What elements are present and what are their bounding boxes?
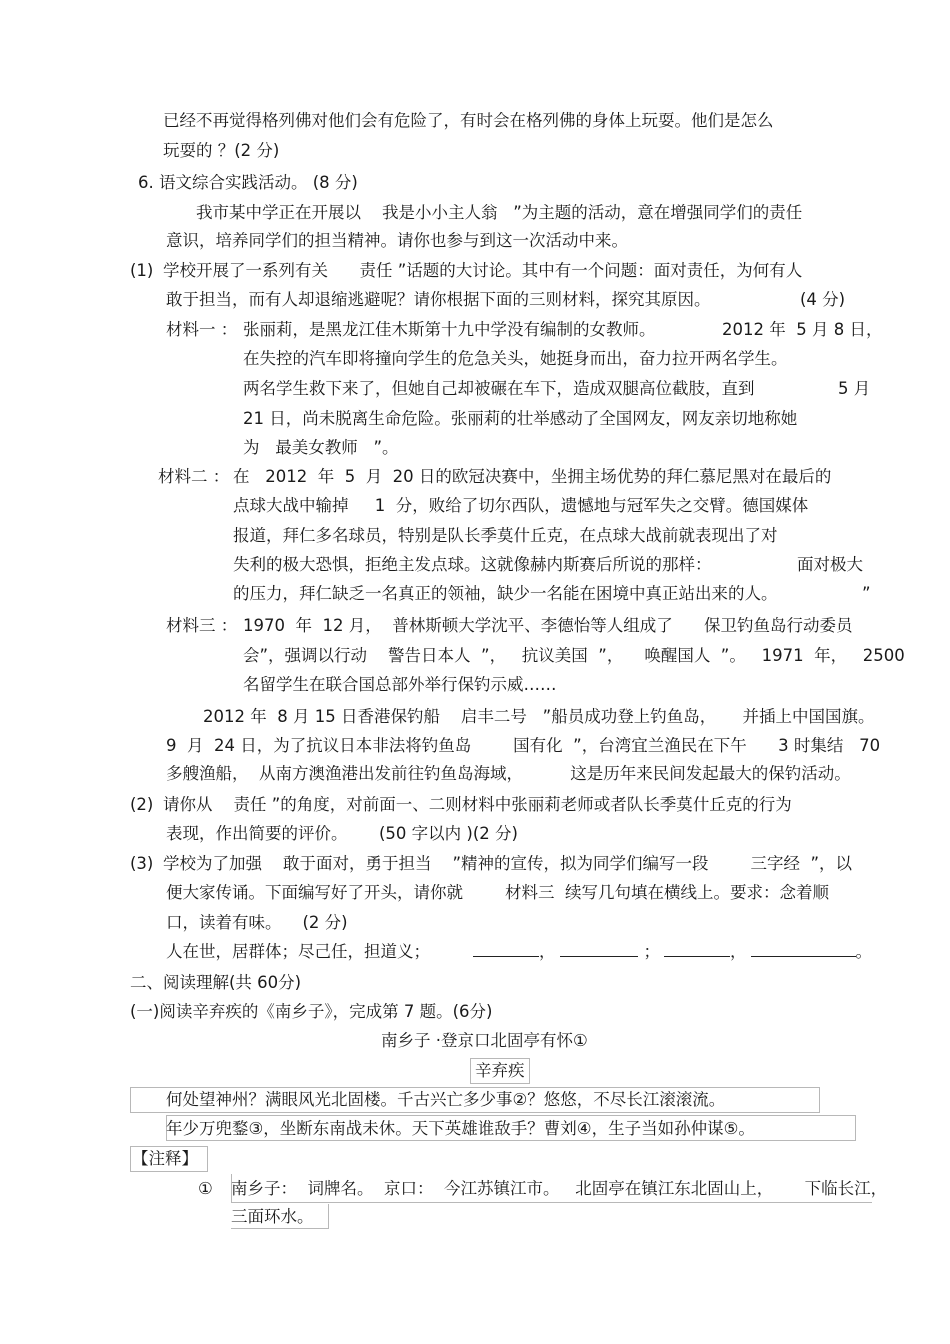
poem-line-1: 何处望神州？满眼风光北固楼。千古兴亡多少事②？悠悠，不尽长江滚滚流。 xyxy=(166,1090,726,1109)
fill-in-prompt: 人在世，居群体；尽己任，担道义； xyxy=(166,942,430,961)
notes-label: 【注释】 xyxy=(132,1149,198,1168)
material-2-line-1: 在 2012 年 5 月 20 日的欧冠决赛中，坐拥主场优势的拜仁慕尼黑对在最后的 xyxy=(233,467,832,486)
part-3-number: (3) xyxy=(130,854,154,873)
material-1-line-3-end: 5 月 xyxy=(838,379,871,398)
material-1-line-2: 在失控的汽车即将撞向学生的危急关头，她挺身而出，奋力拉开两名学生。 xyxy=(243,349,788,368)
material-1-date: 2012 年 5 月 8 日， xyxy=(722,320,883,339)
material-2-line-2: 点球大战中输掉 1 分，败给了切尔西队，遗憾地与冠军失之交臂。德国媒体 xyxy=(233,496,809,515)
intro-line-2: 玩耍的 ？(2 分) xyxy=(163,141,280,160)
question-6-desc-1: 我市某中学正在开展以 我是小小主人翁 ”为主题的活动，意在增强同学们的责任 xyxy=(196,203,803,222)
blank-separator-1: ， xyxy=(539,942,556,961)
intro-line-1: 已经不再觉得格列佛对他们会有危险了，有时会在格列佛的身体上玩耍。他们是怎么 xyxy=(163,111,774,130)
material-3-line-5: 9 月 24 日，为了抗议日本非法将钓鱼岛 国有化 ”，台湾宜兰渔民在下午 3 时集结 70 xyxy=(166,736,881,755)
question-6-desc-2: 意识，培养同学们的担当精神。请你也参与到这一次活动中来。 xyxy=(166,231,628,250)
material-3-line-1-end: 保卫钓鱼岛行动委员 xyxy=(704,616,853,635)
material-2-line-5: 的压力，拜仁缺乏一名真正的领袖，缺少一名能在困境中真正站出来的人。 xyxy=(233,584,778,603)
material-1-label: 材料一 ： xyxy=(166,320,238,339)
material-2-line-4: 失利的极大恐惧，拒绝主发点球。这就像赫内斯赛后所说的那样： xyxy=(233,555,712,574)
material-3-line-4: 2012 年 8 月 15 日香港保钓船 启丰二号 ”船员成功登上钓鱼岛， 并插上中国国旗。 xyxy=(203,707,875,726)
material-3-line-6: 多艘渔船， 从南方澳渔港出发前往钓鱼岛海域， 这是历年来民间发起最大的保钓活动。 xyxy=(166,764,851,783)
note-1-line-2: 三面环水。 xyxy=(231,1207,314,1226)
material-3-line-1: 1970 年 12 月， 普林斯顿大学沈平、李德怡等人组成了 xyxy=(243,616,673,635)
material-2-line-5-end: ” xyxy=(862,584,871,603)
part-1-line-2: 敢于担当，而有人却退缩逃避呢？请你根据下面的三则材料，探究其原因。 xyxy=(166,290,711,309)
answer-blanks xyxy=(473,944,872,961)
material-1-line-4: 21 日，尚未脱离生命危险。张丽莉的壮举感动了全国网友，网友亲切地称她 xyxy=(243,409,798,428)
material-3-label: 材料三 ： xyxy=(166,616,238,635)
answer-blank-2[interactable] xyxy=(560,944,638,957)
answer-blank-3[interactable] xyxy=(664,944,730,957)
section-2-title: 二、阅读理解(共 60分) xyxy=(130,973,302,992)
material-2-line-3: 报道，拜仁多名球员，特别是队长季莫什丘克，在点球大战前就表现出了对 xyxy=(233,526,778,545)
answer-blank-4[interactable] xyxy=(751,944,856,957)
part-1-number: (1) xyxy=(130,261,154,280)
material-2-label: 材料二 ： xyxy=(158,467,230,486)
part-3-line-1: 学校为了加强 敢于面对，勇于担当 ”精神的宣传，拟为同学们编写一段 三字经 ”，以 xyxy=(163,854,853,873)
part-2-line-2: 表现，作出简要的评价。 (50 字以内 )(2 分) xyxy=(166,824,518,843)
material-1-line-1: 张丽莉，是黑龙江佳木斯第十九中学没有编制的女教师。 xyxy=(243,320,656,339)
part-1-line-1: 学校开展了一系列有关 责任 ”话题的大讨论。其中有一个问题：面对责任，为何有人 xyxy=(163,261,803,280)
blank-end-period: 。 xyxy=(855,942,872,961)
section-2-subtitle: (一)阅读辛弃疾的《南乡子》，完成第 7 题。(6分) xyxy=(130,1002,493,1021)
answer-blank-1[interactable] xyxy=(473,944,539,957)
material-1-line-5: 为 最美女教师 ”。 xyxy=(243,438,399,457)
blank-separator-3: ， xyxy=(730,942,747,961)
part-1-score: (4 分) xyxy=(800,290,846,309)
material-3-line-3: 名留学生在联合国总部外举行保钓示威…… xyxy=(243,675,557,694)
note-1-number: ① xyxy=(198,1179,213,1198)
material-1-line-3: 两名学生救下来了，但她自己却被碾在车下，造成双腿高位截肢，直到 xyxy=(243,379,755,398)
question-6-title: 6. 语文综合实践活动。 (8 分) xyxy=(138,173,358,192)
material-2-line-4-end: 面对极大 xyxy=(797,555,863,574)
poem-line-2: 年少万兜鍪③，坐断东南战未休。天下英雄谁敌手？曹刘④，生子当如孙仲谋⑤。 xyxy=(166,1119,755,1138)
poem-author: 辛弃疾 xyxy=(475,1061,525,1080)
part-2-line-1: 请你从 责任 ”的角度，对前面一、二则材料中张丽莉老师或者队长季莫什丘克的行为 xyxy=(163,795,792,814)
part-3-line-3: 口，读着有味。 (2 分) xyxy=(166,913,348,932)
part-3-line-2: 便大家传诵。下面编写好了开头，请你就 材料三 续写几句填在横线上。要求：念着顺 xyxy=(166,883,829,902)
blank-separator-2: ； xyxy=(643,942,660,961)
poem-title: 南乡子 ·登京口北固亭有怀① xyxy=(381,1031,588,1050)
material-3-line-2: 会”，强调以行动 警告日本人 ”， 抗议美国 ”， 唤醒国人 ”。 1971 年， 2500 xyxy=(243,646,905,665)
part-2-number: (2) xyxy=(130,795,154,814)
note-1-line-1: 南乡子： 词牌名。 京口： 今江苏镇江市。 北固亭在镇江东北固山上， 下临长江， xyxy=(231,1179,888,1198)
